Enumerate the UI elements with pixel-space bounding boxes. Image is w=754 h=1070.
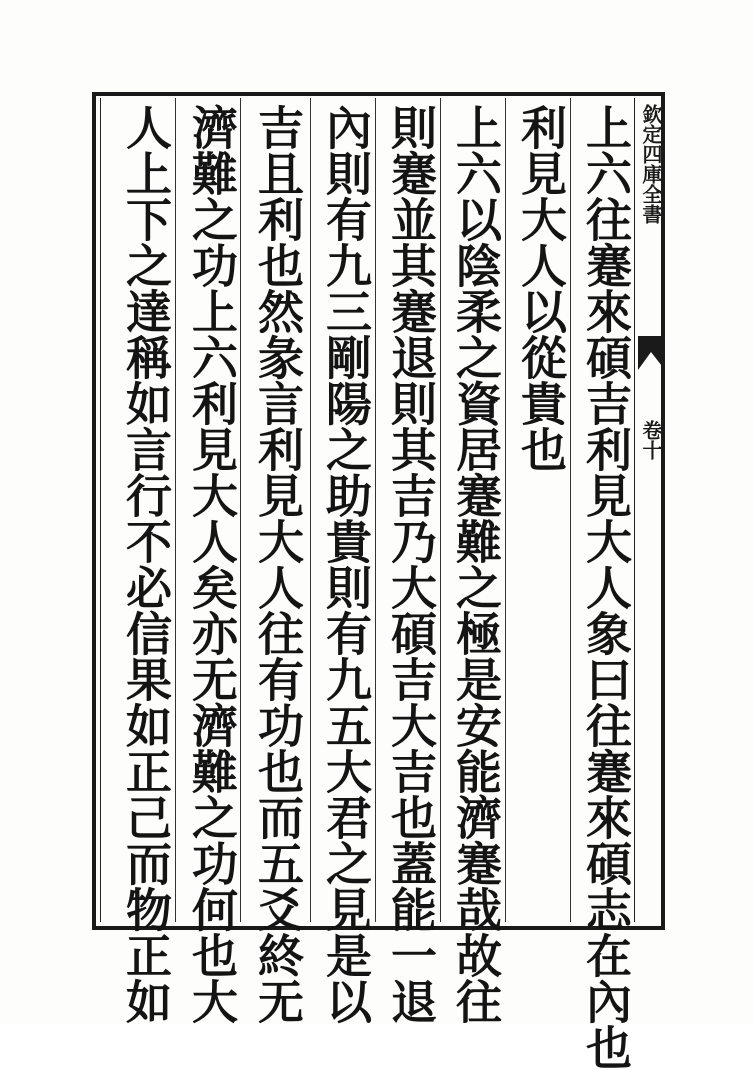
text-column-3: 上六以陰柔之資居蹇難之極是安能濟蹇哉故往 — [449, 104, 503, 1024]
column-divider — [240, 98, 241, 922]
text-column-6: 吉且利也然彖言利見大人往有功也而五爻終无 — [251, 104, 305, 1024]
text-column-2: 利見大人以從貴也 — [514, 104, 568, 472]
column-divider — [570, 98, 571, 922]
column-divider — [375, 98, 376, 922]
fish-tail-mark — [638, 336, 665, 370]
column-divider — [175, 98, 176, 922]
volume-label: 卷十 — [639, 420, 663, 460]
column-divider — [310, 98, 311, 922]
text-column-4: 則蹇並其蹇退則其吉乃大碩吉大吉也蓋能一退 — [384, 104, 438, 1024]
text-column-1: 上六往蹇來碩吉利見大人象曰往蹇來碩志在內也 — [579, 104, 633, 1070]
text-column-8: 人上下之達稱如言行不必信果如正己而物正如 — [119, 104, 173, 1024]
text-column-5: 內則有九三剛陽之助貴則有九五大君之見是以 — [319, 104, 373, 1024]
column-divider — [505, 98, 506, 922]
column-divider — [440, 98, 441, 922]
book-title: 欽定四庫全書 — [639, 104, 663, 224]
text-column-7: 濟難之功上六利見大人矣亦无濟難之功何也大 — [185, 104, 239, 1024]
